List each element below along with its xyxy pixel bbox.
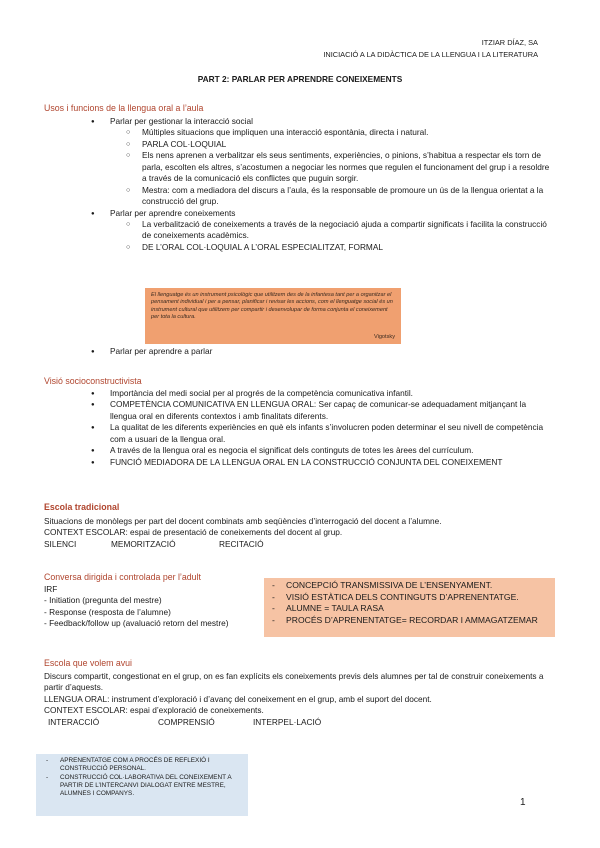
box-item: - ALUMNE = TAULA RASA bbox=[270, 603, 549, 615]
usos-list-end bbox=[82, 346, 552, 357]
avui-keywords bbox=[44, 717, 554, 728]
tradicional-text bbox=[44, 516, 554, 550]
list-item: ● COMPETÈNCIA COMUNICATIVA EN LLENGUA ORAL: Ser capaç de comunicar-se adequadament mitjançant la llengua oral en diferents contextos i amb finalitats diferents. bbox=[82, 399, 552, 422]
conventional-school-box bbox=[264, 578, 555, 637]
list-item: ● A través de la llengua oral es negocia el significat dels continguts de totes les àrees del currículum. bbox=[82, 445, 552, 456]
sub-item: ○ DE L’ORAL COL·LOQUIAL A L’ORAL ESPECIALITZAT, FORMAL bbox=[114, 242, 552, 253]
header-author: ITZIAR DÍAZ, SA bbox=[481, 38, 538, 47]
box-item: - CONSTRUCCIÓ COL·LABORATIVA DEL CONEIXEMENT A PARTIR DE L’INTERCANVI DIALOGAT ENTRE MESTRE, ALUMNES I COMPANYS. bbox=[44, 774, 240, 799]
section-heading-tradicional: Escola tradicional bbox=[44, 502, 120, 512]
irf-item: - Initiation (pregunta del mestre) bbox=[44, 595, 162, 606]
avui-line: Discurs compartit, congestionat en el grup, on es fan explícits els coneixements previs dels alumnes per tal de construir coneixements a partir d’aquests. bbox=[44, 671, 544, 693]
irf-item: - Response (resposta de l’alumne) bbox=[44, 606, 171, 617]
sub-item: ○ Múltiples situacions que impliquen una interacció espontània, directa i natural. bbox=[114, 127, 552, 138]
section-heading-visio: Visió socioconstructivista bbox=[44, 376, 142, 386]
usos-list bbox=[82, 116, 552, 253]
irf-label: IRF bbox=[44, 584, 58, 594]
tradicional-line: CONTEXT ESCOLAR: espai de presentació de coneixements del docent al grup. bbox=[44, 527, 343, 538]
keyword: COMPRENSIÓ bbox=[158, 716, 215, 727]
sub-item: ○ Mestra: com a mediadora del discurs a l’aula, és la responsable de promoure un ús de la llengua orientat a la construcció del grup. bbox=[114, 185, 552, 208]
avui-text bbox=[44, 671, 554, 728]
header-course: INICIACIÓ A LA DIDÀCTICA DE LA LLENGUA I LA LITERATURA bbox=[323, 50, 538, 59]
sub-item: ○ PARLA COL·LOQUIAL bbox=[114, 139, 552, 150]
bullet-text: Parlar per gestionar la interacció social bbox=[110, 116, 253, 126]
page-number: 1 bbox=[520, 797, 526, 808]
tradicional-line: Situacions de monòlegs per part del docent combinats amb seqüències d’interrogació del docent a l’alumne. bbox=[44, 516, 442, 526]
page-title: PART 2: PARLAR PER APRENDRE CONEIXEMENTS bbox=[197, 74, 403, 84]
list-item: ● FUNCIÓ MEDIADORA DE LA LLENGUA ORAL EN LA CONSTRUCCIÓ CONJUNTA DEL CONEIXEMENT bbox=[82, 457, 552, 468]
keyword: RECITACIÓ bbox=[219, 538, 264, 549]
keyword: INTERACCIÓ bbox=[48, 716, 100, 727]
sub-item: ○ La verbalització de coneixements a través de la negociació ajuda a compartir significats i facilita la construcció de coneixements acadèmics. bbox=[114, 219, 552, 242]
quote-text: El llenguatge és un instrument psicològic que utilitzem des de la infantesa tant per a organitzar el pensament individual i per a pensar, planificar i revisar les accions, com el llenguatge social és un instrument cultural que utilitzem per compartir i desenvolupar de forma conjunta el coneixement per tota la cultura. bbox=[151, 292, 393, 320]
conversa-text bbox=[44, 584, 274, 630]
bullet-aprendre bbox=[82, 208, 552, 254]
bullet-text: Parlar per aprendre coneixements bbox=[110, 207, 236, 218]
section-heading-usos: Usos i funcions de la llengua oral a l’aula bbox=[44, 103, 204, 113]
keyword: SILENCI bbox=[44, 538, 77, 549]
vigotsky-quote bbox=[145, 288, 401, 344]
avui-line: CONTEXT ESCOLAR: espai d’exploració de coneixements. bbox=[44, 705, 264, 716]
tradicional-keywords bbox=[44, 539, 554, 550]
section-heading-avui: Escola que volem avui bbox=[44, 658, 133, 668]
list-item: ● La qualitat de les diferents experiències en què els infants s’involucren poden determinar el seu nivell de competència com a usuari de la llengua oral. bbox=[82, 422, 552, 445]
desired-school-box bbox=[36, 754, 248, 816]
box-item: - APRENENTATGE COM A PROCÉS DE REFLEXIÓ I CONSTRUCCIÓ PERSONAL. bbox=[44, 757, 240, 774]
keyword: MEMORITZACIÓ bbox=[111, 538, 176, 549]
keyword: INTERPEL·LACIÓ bbox=[253, 716, 322, 727]
visio-list bbox=[82, 388, 552, 468]
box-item: - PROCÉS D’APRENENTATGE= RECORDAR I AMMAGATZEMAR bbox=[270, 615, 549, 627]
box-item: - VISIÓ ESTÀTICA DELS CONTINGUTS D’APRENENTATGE. bbox=[270, 592, 549, 604]
sub-item: ○ Els nens aprenen a verbalitzar els seus sentiments, experiències, o pinions, s’habitua a respectar els torn de parla, escolten els altres, s’acostumen a negociar les normes que regulen el funcionament del grup i a resoldre a través de la comunicació els conflictes que puguin sorgir. bbox=[114, 150, 552, 184]
list-item: ● Importància del medi social per al progrés de la competència comunicativa infantil. bbox=[82, 388, 552, 399]
quote-author: Vigotsky bbox=[373, 333, 395, 340]
bullet-gestionar bbox=[82, 116, 552, 208]
section-heading-conversa: Conversa dirigida i controlada per l’adult bbox=[44, 572, 201, 582]
avui-line: LLENGUA ORAL: instrument d’exploració i d’avanç del coneixement en el grup, amb el suport del docent. bbox=[44, 693, 432, 704]
bullet-aprendre-parlar: ● Parlar per aprendre a parlar bbox=[82, 346, 552, 357]
box-item: - CONCEPCIÓ TRANSMISSIVA DE L’ENSENYAMENT. bbox=[270, 580, 549, 592]
irf-item: - Feedback/follow up (avaluació retorn del mestre) bbox=[44, 618, 229, 629]
